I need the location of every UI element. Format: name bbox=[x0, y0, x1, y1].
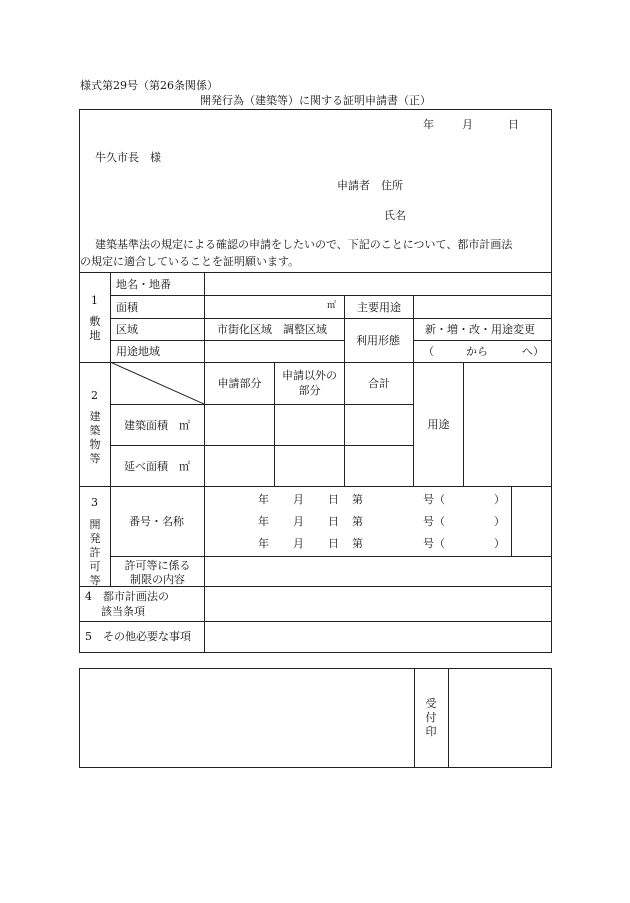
main-use-label: 主要用途 bbox=[357, 301, 401, 314]
date-day: 日 bbox=[508, 118, 519, 131]
permit-section-number: 3 bbox=[91, 496, 98, 509]
date-month: 月 bbox=[462, 118, 473, 131]
header-diagonal-line bbox=[110, 362, 204, 404]
divider bbox=[79, 586, 552, 587]
divider bbox=[79, 486, 552, 487]
use-district-label: 用途地域 bbox=[116, 345, 160, 358]
body-text-line1: 建築基準法の規定による確認の申請をしたいので、下記のことについて、都市計画法 bbox=[95, 238, 513, 251]
number-name-label: 番号・名称 bbox=[129, 515, 184, 528]
usage-paren-open: （ bbox=[423, 345, 434, 358]
col-other-header-line1: 申請以外の bbox=[282, 369, 337, 382]
receipt-stamp-label: 受付印 bbox=[425, 697, 437, 738]
site-section-label: 敷地 bbox=[89, 315, 101, 342]
body-text-line2: の規定に適合していることを証明願います。 bbox=[80, 255, 300, 268]
restriction-label-line2: 制限の内容 bbox=[130, 573, 185, 586]
usage-from: から bbox=[466, 345, 488, 358]
use-label: 用途 bbox=[427, 418, 450, 431]
floor-area-label: 延べ面積 ㎡ bbox=[124, 460, 190, 473]
usage-to: へ） bbox=[522, 345, 544, 358]
building-area-label: 建築面積 ㎡ bbox=[124, 419, 190, 432]
form-number: 様式第29号（第26条関係） bbox=[80, 79, 218, 92]
form-title: 開発行為（建築等）に関する証明申請書（正） bbox=[200, 94, 431, 107]
zone-label: 区域 bbox=[116, 323, 138, 336]
col-applied-header: 申請部分 bbox=[217, 377, 262, 390]
applicant-name-label: 氏名 bbox=[384, 209, 406, 222]
divider bbox=[79, 272, 552, 273]
divider bbox=[79, 621, 552, 622]
applicant-address-label: 申請者 住所 bbox=[337, 179, 403, 192]
building-section-label: 建築物等 bbox=[89, 410, 101, 465]
usage-form-options: 新・増・改・用途変更 bbox=[425, 323, 535, 336]
area-unit: ㎡ bbox=[327, 301, 337, 311]
permit-section-label: 開発許可等 bbox=[89, 518, 101, 587]
zone-value: 市街化区域 調整区域 bbox=[217, 323, 327, 336]
section4-label-line1: 4 都市計画法の bbox=[85, 590, 169, 603]
lot-label: 地名・地番 bbox=[116, 278, 171, 291]
building-section-number: 2 bbox=[91, 389, 98, 402]
section5-label: 5 その他必要な事項 bbox=[85, 630, 191, 643]
restriction-label-line1: 許可等に係る bbox=[124, 559, 191, 572]
site-section-number: 1 bbox=[91, 294, 98, 307]
section4-label-line2: 該当条項 bbox=[101, 605, 145, 618]
area-label: 面積 bbox=[116, 301, 138, 314]
usage-form-label: 利用形態 bbox=[356, 334, 400, 347]
col-total-header: 合計 bbox=[368, 377, 390, 390]
col-other-header-line2: 部分 bbox=[298, 384, 321, 397]
addressee: 牛久市長 様 bbox=[95, 151, 161, 164]
date-year: 年 bbox=[423, 118, 434, 131]
